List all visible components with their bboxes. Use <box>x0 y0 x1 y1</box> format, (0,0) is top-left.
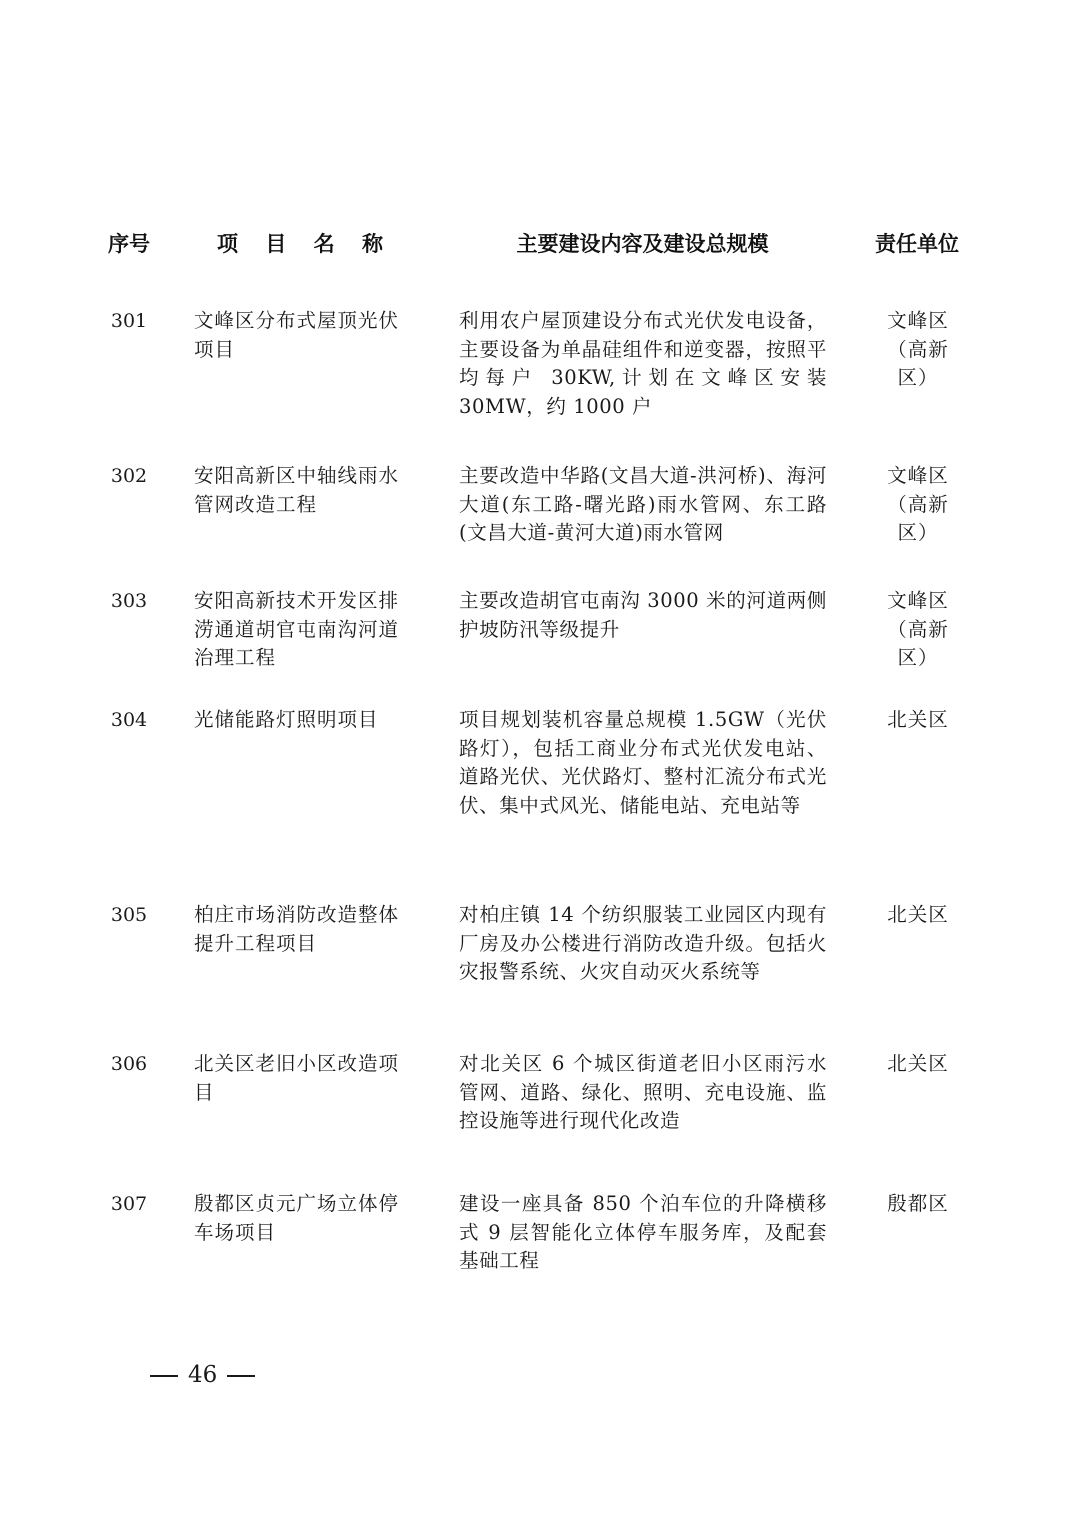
row-project-name: 安阳高新区中轴线雨水管网改造工程 <box>194 464 400 516</box>
row-seq: 301 <box>110 310 148 332</box>
row-project-name: 安阳高新技术开发区排涝通道胡官屯南沟河道治理工程 <box>194 589 400 669</box>
row-responsible-unit: 北关区 <box>887 1052 949 1075</box>
row-responsible-unit: 北关区 <box>887 903 949 926</box>
row-project-name: 北关区老旧小区改造项目 <box>194 1052 400 1104</box>
row-content: 对北关区 6 个城区街道老旧小区雨污水管网、道路、绿化、照明、充电设施、监控设施等进行现代化改造 <box>459 1052 827 1132</box>
row-content: 利用农户屋顶建设分布式光伏发电设备，主要设备为单晶硅组件和逆变器，按照平均每户 30KW,计划在文峰区安装 30MW，约 1000 户 <box>459 309 827 418</box>
row-seq: 306 <box>110 1053 148 1075</box>
row-responsible-unit: 文峰区（高新区） <box>887 589 949 669</box>
row-content: 对柏庄镇 14 个纺织服装工业园区内现有厂房及办公楼进行消防改造升级。包括火灾报警系统、火灾自动灭火系统等 <box>459 903 827 983</box>
row-project-name: 殷都区贞元广场立体停车场项目 <box>194 1192 400 1244</box>
row-seq: 302 <box>110 465 148 487</box>
page-number: 46 <box>188 1362 218 1388</box>
row-responsible-unit: 文峰区（高新区） <box>887 309 949 389</box>
row-seq: 307 <box>110 1193 148 1215</box>
row-project-name: 文峰区分布式屋顶光伏项目 <box>194 309 400 361</box>
header-content: 主要建设内容及建设总规模 <box>516 232 769 256</box>
footer-dash-right <box>227 1375 255 1377</box>
header-project-name: 项 目 名 称 <box>217 232 393 256</box>
header-responsible-unit: 责任单位 <box>875 232 959 256</box>
header-seq: 序号 <box>108 232 150 256</box>
row-project-name: 柏庄市场消防改造整体提升工程项目 <box>194 903 400 955</box>
page-footer <box>140 1360 265 1390</box>
row-seq: 305 <box>110 904 148 926</box>
row-seq: 304 <box>110 709 148 731</box>
row-content: 项目规划装机容量总规模 1.5GW（光伏路灯），包括工商业分布式光伏发电站、道路光伏、光伏路灯、整村汇流分布式光伏、集中式风光、储能电站、充电站等 <box>459 708 827 817</box>
row-seq: 303 <box>110 590 148 612</box>
row-content: 主要改造胡官屯南沟 3000 米的河道两侧护坡防汛等级提升 <box>459 589 827 641</box>
row-project-name: 光储能路灯照明项目 <box>194 708 379 731</box>
footer-dash-left <box>150 1375 178 1377</box>
row-responsible-unit: 文峰区（高新区） <box>887 464 949 544</box>
row-content: 建设一座具备 850 个泊车位的升降横移式 9 层智能化立体停车服务库，及配套基础工程 <box>459 1192 827 1272</box>
row-content: 主要改造中华路(文昌大道-洪河桥)、海河大道(东工路-曙光路)雨水管网、东工路(文昌大道-黄河大道)雨水管网 <box>459 464 827 544</box>
row-responsible-unit: 北关区 <box>887 708 949 731</box>
row-responsible-unit: 殷都区 <box>887 1192 949 1215</box>
